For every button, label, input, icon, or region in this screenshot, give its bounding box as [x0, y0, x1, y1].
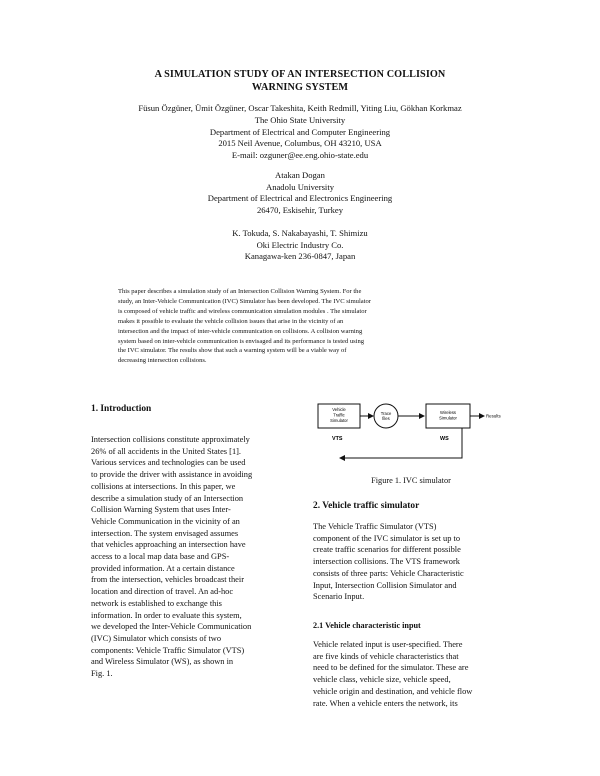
text-line: vehicle origin and destination, and vehicle flow: [313, 686, 473, 696]
text-line: component of the IVC simulator is set up to: [313, 533, 461, 543]
text-line: Collision Warning System that uses Inter-: [91, 505, 231, 515]
text-line: components: Vehicle Traffic Simulator (VTS): [91, 645, 245, 655]
affiliation-line: The Ohio State University: [254, 115, 346, 125]
text-line: location and direction of travel. An ad-hoc: [91, 587, 234, 597]
vts-box-label: Traffic: [333, 412, 345, 418]
results-label: Results: [486, 413, 501, 419]
section-2-1: [313, 621, 509, 709]
text-line: and Wireless Simulator (WS), as shown in: [91, 657, 234, 667]
affiliation-line: 26470, Eskisehir, Turkey: [256, 204, 344, 215]
text-line: Various services and technologies can be used: [91, 458, 246, 468]
affiliation-email: E-mail: ozguner@ee.eng.ohio-state.edu: [231, 149, 369, 160]
text-line: collisions at intersections. In this paper, we: [91, 481, 236, 491]
trace-files-label: Trace: [380, 411, 392, 416]
abstract-line: system based on inter-vehicle communication is envisaged and its performance is tested using: [118, 337, 365, 345]
abstract-line: decreasing intersection collisions.: [118, 357, 207, 365]
feedback-arrow: [340, 428, 462, 458]
text-line: The Vehicle Traffic Simulator (VTS): [313, 522, 437, 531]
affiliation-line: Anadolu University: [265, 181, 335, 192]
affiliation-line: Department of Electrical and Electronics Engineering: [207, 193, 393, 204]
figure-1-caption: Figure 1. IVC simulator: [371, 476, 451, 485]
text-line: create traffic scenarios for different possible: [313, 545, 461, 555]
vts-box-label: Simulator: [330, 418, 348, 423]
text-line: are five kinds of vehicle characteristics that: [313, 651, 459, 661]
text-line: we developed the Inter-Vehicle Communication: [91, 622, 252, 632]
text-line: Vehicle Communication in the vicinity of an: [91, 516, 240, 526]
subsection-heading: 2.1 Vehicle characteristic input: [313, 621, 421, 630]
text-line: to provide the driver with assistance in avoiding: [91, 470, 253, 480]
text-line: provided information. At a certain distance: [91, 563, 235, 573]
text-line: Intersection collisions constitute approximately: [91, 435, 250, 444]
ws-box-label: Wireless: [439, 410, 457, 415]
section-2: [313, 501, 509, 603]
paper-title: [60, 68, 540, 94]
text-line: Input, Intersection Collision Simulator and: [313, 580, 457, 590]
section-body: [313, 521, 509, 603]
abstract-line: makes it possible to evaluate the vehicle collision issues that arise in the vicinity of an: [118, 317, 344, 325]
text-line: vehicle class, vehicle size, vehicle speed,: [313, 675, 451, 685]
text-line: 26% of all accidents in the United States [1].: [91, 446, 242, 456]
abstract-line: intersection and the impact of inter-vehicle communication on collisions. A collision warning: [118, 327, 363, 335]
section-body: [313, 639, 509, 709]
text-line: describe a simulation study of an Intersection: [91, 493, 244, 503]
text-line: consists of three parts: Vehicle Characteristic: [313, 568, 464, 578]
section-body: [91, 434, 287, 680]
text-line: network is established to exchange this: [91, 598, 222, 608]
affiliation-oki: [40, 228, 560, 263]
ws-label: WS: [440, 436, 449, 442]
text-line: Scenario Input.: [313, 592, 365, 602]
section-heading: 1. Introduction: [91, 404, 152, 414]
abstract-line: This paper describes a simulation study of an Intersection Collision Warning System. For the: [118, 288, 362, 295]
vts-label: VTS: [332, 436, 343, 442]
affiliation-osu: [40, 115, 560, 161]
trace-files-label: files: [382, 416, 390, 421]
text-line: intersection collisions. The VTS framework: [313, 557, 460, 567]
abstract: [118, 287, 480, 366]
affiliation-line: 2015 Neil Avenue, Columbus, OH 43210, USA: [218, 138, 382, 149]
abstract-line: the IVC simulator. The results show that such a warning system will be a viable way of: [118, 347, 347, 355]
affiliation-line: Department of Electrical and Computer Engineering: [209, 126, 391, 137]
text-line: Fig. 1.: [91, 669, 113, 679]
text-line: need to be defined for the simulator. These are: [313, 663, 469, 673]
ws-box-label: Simulator: [439, 415, 457, 421]
figure-1-diagram: [310, 396, 510, 468]
text-line: rate. When a vehicle enters the network, its: [313, 698, 458, 708]
text-line: from the intersection, vehicles broadcast their: [91, 575, 245, 585]
text-line: access to a local map data base and GPS-: [91, 552, 230, 562]
affiliation-line: Kanagawa-ken 236-0847, Japan: [244, 251, 356, 262]
affiliation-line: Oki Electric Industry Co.: [256, 239, 344, 250]
abstract-line: study, an Inter-Vehicle Communication (IVC) Simulator has been developed. The IVC simulator: [118, 297, 371, 305]
section-heading: 2. Vehicle traffic simulator: [313, 501, 420, 511]
author-list: Füsun Özgüner, Ümit Özgüner, Oscar Takeshita, Keith Redmill, Yiting Liu, Gökhan Korkmaz: [138, 103, 462, 113]
text-line: information. In order to evaluate this system,: [91, 610, 242, 620]
abstract-line: is composed of vehicle traffic and wireless communication simulation modules . The simulator: [118, 307, 367, 315]
vts-box-label: Vehicle: [332, 407, 346, 412]
text-line: Vehicle related input is user-specified. There: [313, 640, 463, 649]
title-line: WARNING SYSTEM: [251, 82, 349, 93]
affiliation-line: Atakan Dogan: [275, 170, 325, 180]
text-line: intersection. The system envisaged assumes: [91, 528, 239, 538]
text-line: (IVC) Simulator which consists of two: [91, 633, 222, 643]
text-line: that vehicles approaching an intersection have: [91, 540, 246, 550]
affiliation-line: K. Tokuda, S. Nakabayashi, T. Shimizu: [232, 228, 368, 238]
section-1: [91, 404, 287, 680]
title-line: A SIMULATION STUDY OF AN INTERSECTION COLLISION: [154, 69, 446, 80]
affiliation-anadolu: [40, 170, 560, 216]
